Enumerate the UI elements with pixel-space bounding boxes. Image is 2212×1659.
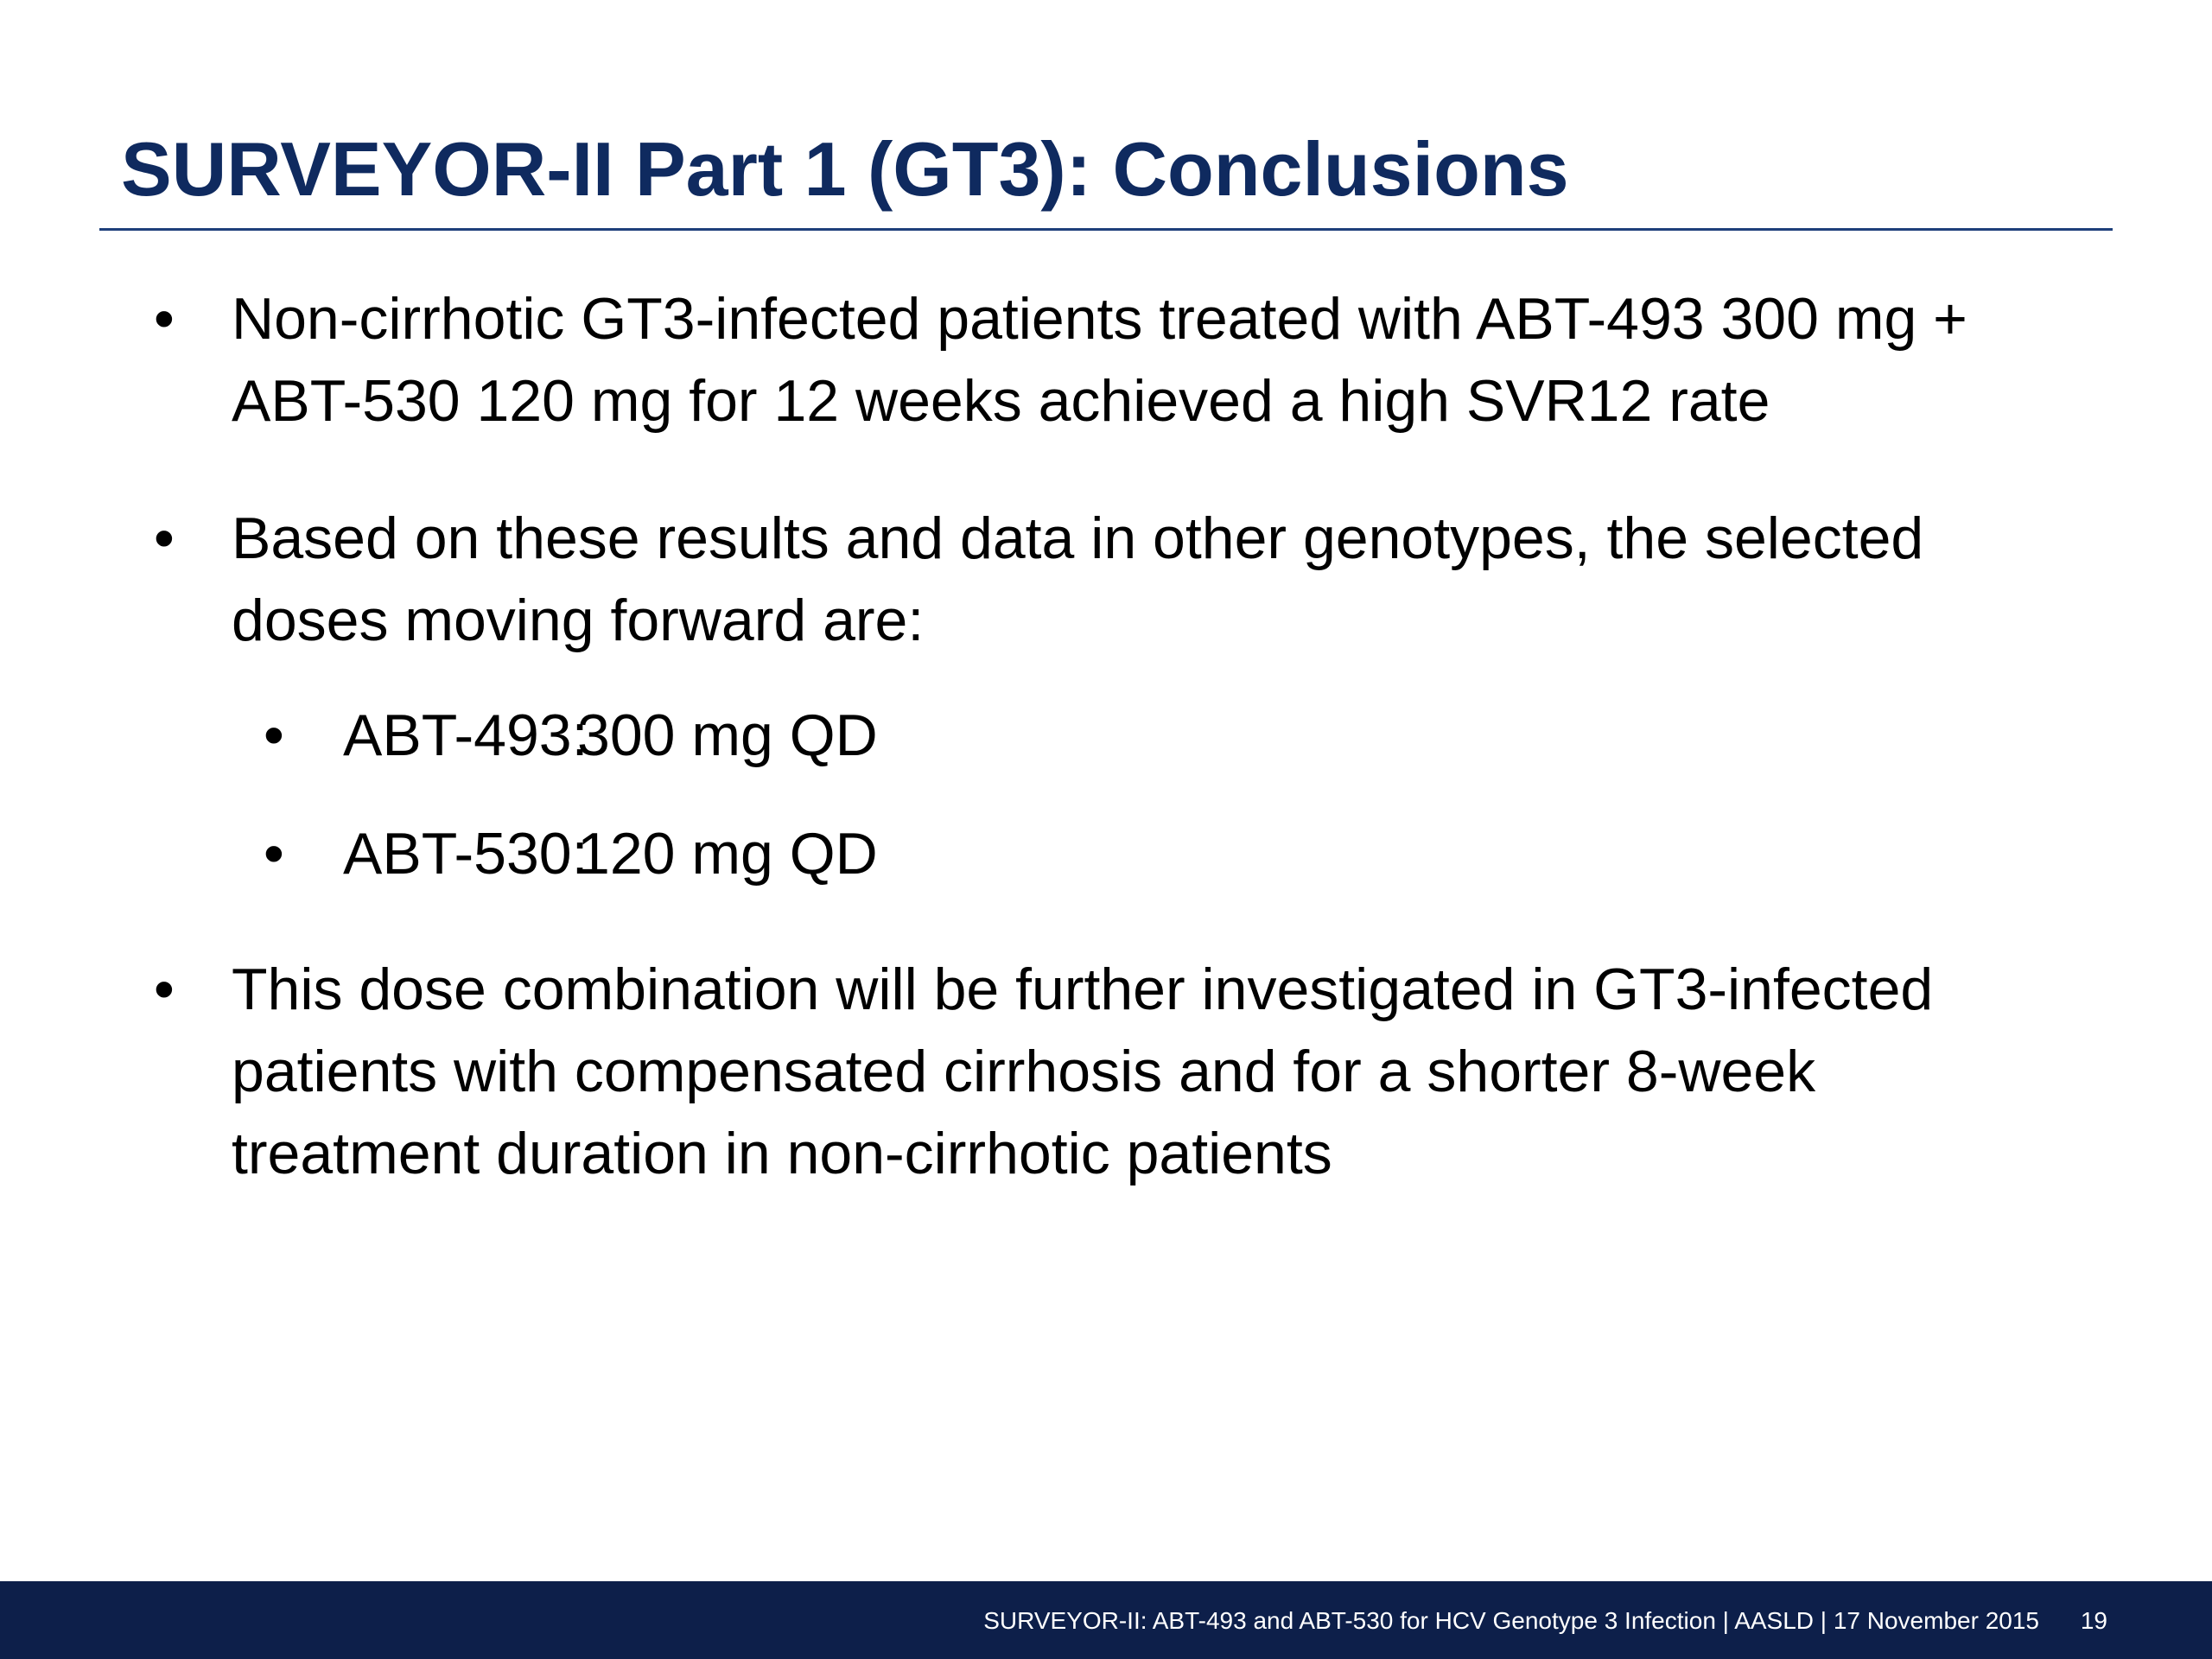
bullet-3-line-1: This dose combination will be further investigated in GT3-infected	[232, 957, 1934, 1022]
bullet-1-text	[232, 278, 1967, 442]
footer-bar	[0, 1581, 2212, 1659]
bullet-3-line-3: treatment duration in non-cirrhotic patients	[232, 1121, 1332, 1186]
sub-bullet-2-drug: ABT-530:	[343, 821, 588, 887]
bullet-3-line-2: patients with compensated cirrhosis and for a shorter 8-week	[232, 1039, 1816, 1104]
bullet-2-line-2: doses moving forward are:	[232, 588, 925, 653]
bullet-dot: •	[264, 821, 284, 887]
bullet-dot: •	[154, 505, 175, 571]
page-number: 19	[2080, 1607, 2107, 1634]
sub-bullet-1-dose: 300 mg QD	[577, 702, 878, 768]
bullet-dot: •	[264, 702, 284, 768]
bullet-1-line-1: Non-cirrhotic GT3-infected patients treated with ABT-493 300 mg +	[232, 286, 1967, 352]
bullet-1-line-2: ABT-530 120 mg for 12 weeks achieved a high SVR12 rate	[232, 368, 1770, 434]
footer-citation: SURVEYOR-II: ABT-493 and ABT-530 for HCV Genotype 3 Infection | AASLD | 17 November 2015	[983, 1607, 2039, 1634]
sub-bullet-2-dose: 120 mg QD	[577, 821, 878, 887]
bullet-2-text	[232, 498, 1923, 662]
sub-bullet-1-drug: ABT-493:	[343, 702, 588, 768]
bullet-dot: •	[154, 957, 175, 1022]
title-divider	[99, 228, 2113, 231]
bullet-dot: •	[154, 286, 175, 352]
slide-title: SURVEYOR-II Part 1 (GT3): Conclusions	[121, 126, 1569, 212]
bullet-2-line-1: Based on these results and data in other genotypes, the selected	[232, 505, 1924, 571]
bullet-3-text	[232, 949, 1933, 1195]
